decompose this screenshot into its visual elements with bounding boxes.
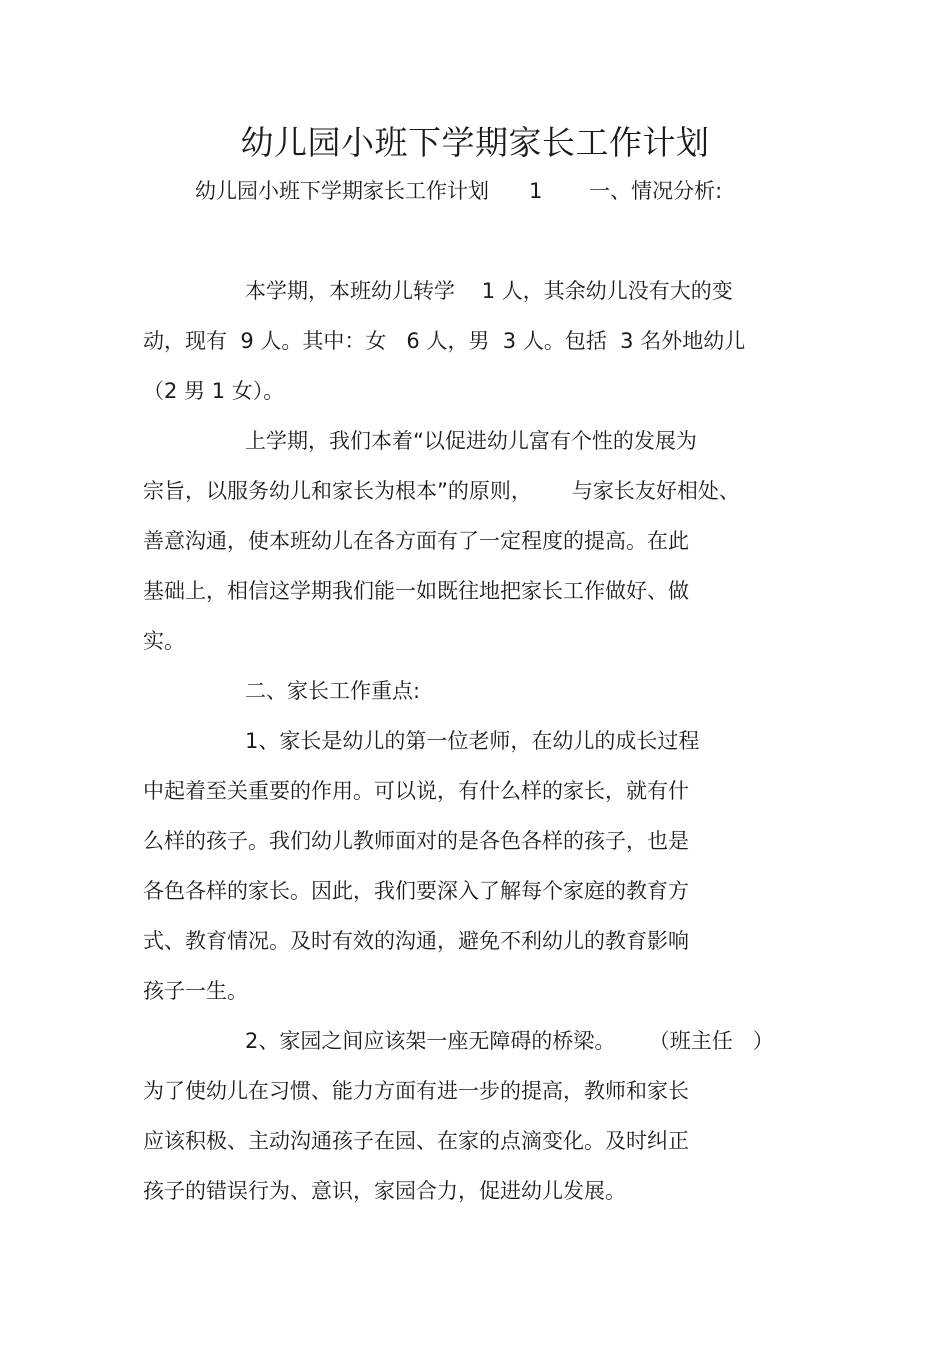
paragraph-line: 实。 (143, 629, 185, 653)
paragraph-line: 各色各样的家长。因此，我们要深入了解每个家庭的教育方 (143, 879, 689, 903)
paragraph-line: 么样的孩子。我们幼儿教师面对的是各色各样的孩子，也是 (143, 829, 689, 853)
paragraph-line: 基础上，相信这学期我们能一如既往地把家长工作做好、做 (143, 579, 689, 603)
paragraph-line: 孩子一生。 (143, 979, 248, 1003)
paragraph-line: 应该积极、主动沟通孩子在园、在家的点滴变化。及时纠正 (143, 1129, 689, 1153)
paragraph-line: 为了使幼儿在习惯、能力方面有进一步的提高，教师和家长 (143, 1079, 689, 1103)
paragraph-line: 宗旨，以服务幼儿和家长为根本”的原则， 与家长友好相处、 (143, 479, 740, 503)
paragraph-line: 动，现有 9 人。其中：女 6 人，男 3 人。包括 3 名外地幼儿 (143, 329, 746, 353)
paragraph-line: 上学期，我们本着“以促进幼儿富有个性的发展为 (245, 429, 697, 453)
document-subtitle: 幼儿园小班下学期家长工作计划 1 一、情况分析: (195, 179, 723, 203)
paragraph-line: 式、教育情况。及时有效的沟通，避免不利幼儿的教育影响 (143, 929, 689, 953)
paragraph-line: 本学期，本班幼儿转学 1 人，其余幼儿没有大的变 (245, 279, 733, 303)
paragraph-line: 中起着至关重要的作用。可以说，有什么样的家长，就有什 (143, 779, 689, 803)
paragraph-line: 2、家园之间应该架一座无障碍的桥梁。 （班主任 ） (245, 1029, 774, 1053)
paragraph-line: （2 男 1 女）。 (143, 379, 285, 403)
paragraph-line: 善意沟通，使本班幼儿在各方面有了一定程度的提高。在此 (143, 529, 689, 553)
paragraph-line: 1、家长是幼儿的第一位老师，在幼儿的成长过程 (245, 729, 700, 753)
document-title: 幼儿园小班下学期家长工作计划 (240, 123, 710, 162)
paragraph-line: 孩子的错误行为、意识，家园合力，促进幼儿发展。 (143, 1179, 626, 1203)
section-heading: 二、家长工作重点: (245, 679, 421, 703)
